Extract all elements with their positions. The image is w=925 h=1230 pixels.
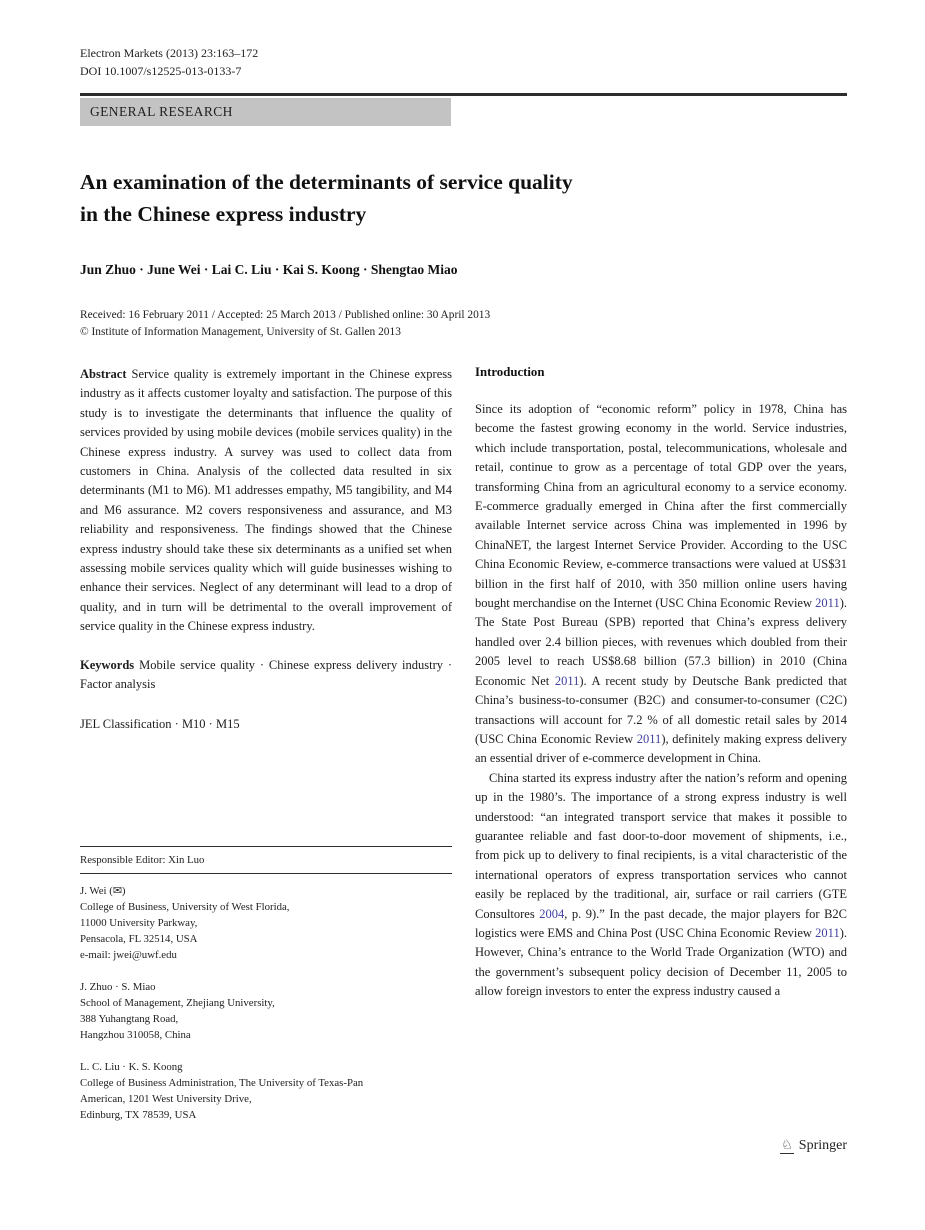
paragraph-text: ). A recent study by Deutsche Bank predicted that China’s business-to-consumer (B2C) and consumer-to-consumer (C2C) transactions will account for 7.2 % of all domestic retail sales by 2014 (USC China Economic Review: [475, 673, 847, 746]
paragraph-text: ), definitely making express delivery an essential driver of e-commerce development in China.: [475, 731, 847, 766]
affil-line: College of Business, University of West Florida,: [80, 901, 290, 913]
citation-link[interactable]: 2011: [815, 925, 840, 940]
doi: DOI 10.1007/s12525-013-0133-7: [80, 64, 242, 78]
citation-link[interactable]: 2011: [815, 596, 840, 611]
springer-knight-icon: ♘: [781, 1137, 793, 1153]
affil-line: J. Zhuo · S. Miao: [80, 981, 156, 993]
article-history: [80, 307, 847, 340]
introduction-heading: Introduction: [475, 365, 545, 379]
affiliation-zhejiang: [80, 979, 452, 1043]
journal-reference: Electron Markets (2013) 23:163–172: [80, 46, 259, 60]
abstract-label: Abstract: [80, 367, 127, 381]
keywords-paragraph: [80, 656, 452, 695]
paragraph-text: China started its express industry after the nation’s reform and opening up in the 1980’s. The importance of a strong express industry is well understood: “an integrated transport service that makes it possible to guarantee reliable and fast door-to-door movement of shipments, i.e., from pick up to delivery to final recipients, is a vital characteristic of the international operators of express transportation services who cannot easily be replaced by the traditional, air, surface or rail carriers (GTE Consultores: [475, 770, 847, 921]
paragraph-text: , p. 9).” In the past decade, the major players for B2C logistics were EMS and China Post (USC China Economic Review: [475, 906, 847, 940]
affiliation-texas: [80, 1059, 452, 1123]
affil-line: 388 Yuhangtang Road,: [80, 1013, 179, 1025]
paper-title-line-2: in the Chinese express industry: [80, 201, 367, 226]
affil-line: Edinburg, TX 78539, USA: [80, 1109, 197, 1121]
affil-line: Pensacola, FL 32514, USA: [80, 933, 198, 945]
affil-line: College of Business Administration, The University of Texas-Pan: [80, 1077, 364, 1089]
keywords-label: Keywords: [80, 657, 135, 672]
right-column: [475, 365, 847, 1123]
affiliation-corresponding: [80, 883, 452, 963]
affil-line: School of Management, Zhejiang University,: [80, 997, 275, 1009]
publisher-footer: [780, 1138, 847, 1154]
copyright-line: © Institute of Information Management, University of St. Gallen 2013: [80, 325, 401, 338]
affil-email[interactable]: e-mail: jwei@uwf.edu: [80, 949, 177, 961]
abstract-paragraph: [80, 365, 452, 637]
citation-link[interactable]: 2011: [636, 731, 662, 746]
paper-title-line-1: An examination of the determinants of service quality: [80, 170, 573, 194]
publisher-name: Springer: [798, 1138, 847, 1153]
two-column-body: [80, 365, 847, 1123]
paragraph-text: ). The State Post Bureau (SPB) reported that China’s express delivery handled over 2.4 billion pieces, with revenues which doubled from their 2005 level to reach US$8.68 billion (57.3 billion) in 2010 (China Economic Net: [475, 596, 847, 688]
intro-paragraph-2: [475, 769, 847, 1002]
responsible-editor: Responsible Editor: Xin Luo: [80, 854, 205, 866]
jel-classification: JEL Classification · M10 · M15: [80, 716, 240, 731]
affil-line: Hangzhou 310058, China: [80, 1029, 191, 1041]
authors-line: Jun Zhuo · June Wei · Lai C. Liu · Kai S. Koong · Shengtao Miao: [80, 262, 458, 277]
left-column: [80, 365, 452, 1123]
paper-title: [80, 167, 847, 230]
abstract-text: Service quality is extremely important in the Chinese express industry as it affects customer loyalty and satisfaction. The purpose of this study is to investigate the determinants that influence the quality of services provided by using mobile devices (mobile services quality) in the Chinese express industry. A survey was used to collect data from customers in China. Analysis of the collected data resulted in six determinants (M1 to M6). M1 addresses empathy, M5 tangibility, and M4 and M6 assurance. M2 covers responsiveness and assurance, and M3 reliability and responsiveness. The findings showed that the Chinese express industry should take these six determinants as a unified set when assessing mobile services quality which will guide businesses wishing to enhance their services. Neglect of any determinant will lead to a drop of quality, and in turn will be detrimental to the overall improvement of service quality in the Chinese express industry.: [80, 367, 452, 634]
footnote-rule-bottom: [80, 873, 452, 874]
citation-link[interactable]: 2011: [554, 673, 580, 688]
citation-link[interactable]: 2004: [539, 906, 565, 921]
header-rule: [80, 93, 847, 96]
affil-line: 11000 University Parkway,: [80, 917, 198, 929]
intro-paragraph-1: [475, 400, 847, 769]
paragraph-text: ). However, China’s entrance to the World Trade Organization (WTO) and the government’s subsequent policy decision of December 11, 2005 to allow foreign investors to enter the express industry caused a: [475, 925, 847, 999]
received-dates: Received: 16 February 2011 / Accepted: 25 March 2013 / Published online: 30 April 2013: [80, 309, 491, 321]
affil-line: American, 1201 West University Drive,: [80, 1093, 252, 1105]
section-banner: GENERAL RESEARCH: [80, 98, 451, 126]
affil-line: J. Wei (✉): [80, 885, 126, 897]
footnote-block: [80, 846, 452, 1123]
affil-line: L. C. Liu · K. S. Koong: [80, 1061, 183, 1073]
paragraph-text: Since its adoption of “economic reform” policy in 1978, China has become the fastest growing economy in the world. Service industries, which include transportation, postal, telecommunications, wholesale and retail, continue to grow as a percentage of total GDP over the years, transforming China from an agricultural economy to a service economy. E-commerce gradually emerged in China after the first commercially available Internet service across China was implemented in 1996 by ChinaNET, the largest Internet Service Provider. According to the USC China Economic Review, e-commerce transactions were valued at US$31 billion in the first half of 2010, with 350 million online users having bought merchandise on the Internet (USC China Economic Review: [475, 402, 847, 611]
keywords-text: Mobile service quality · Chinese express delivery industry · Factor analysis: [80, 657, 452, 692]
